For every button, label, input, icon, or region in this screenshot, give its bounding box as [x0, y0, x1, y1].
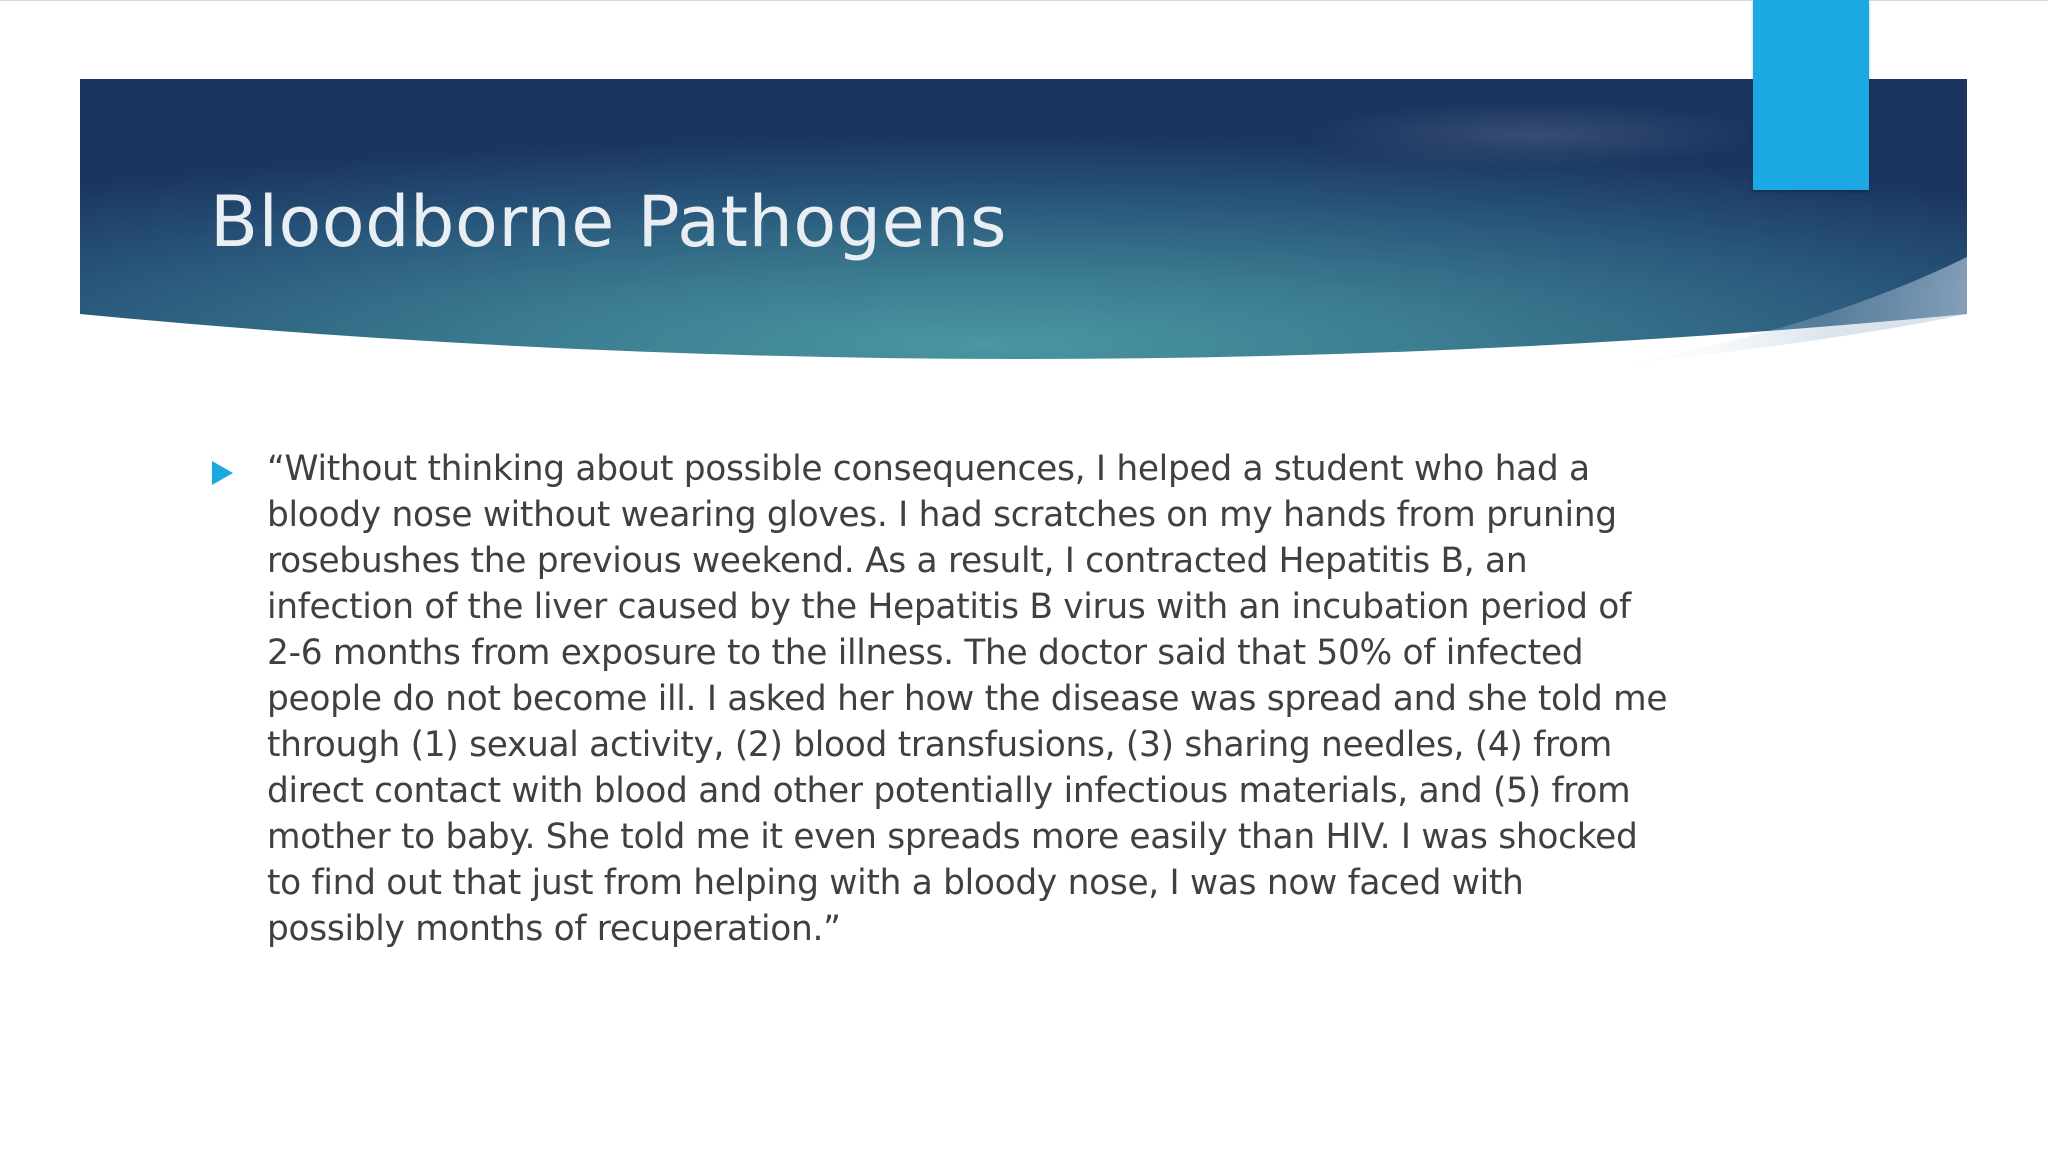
accent-tab	[1753, 0, 1869, 190]
top-edge-line	[0, 0, 2048, 1]
bullet-text: “Without thinking about possible consequences, I helped a student who had a bloody nose without wearing gloves. I had scratches on my hands from pruning rosebushes the previous weekend. As a result, I contracted Hepatitis B, an infection of the liver caused by the Hepatitis B virus with an incubation period of 2-6 months from exposure to the illness. The doctor said that 50% of infected people do not become ill. I asked her how the disease was spread and she told me through (1) sexual activity, (2) blood transfusions, (3) sharing needles, (4) from direct contact with blood and other potentially infectious materials, and (5) from mother to baby. She told me it even spreads more easily than HIV. I was shocked to find out that just from helping with a bloody nose, I was now faced with possibly months of recuperation.”	[267, 449, 1668, 949]
slide-content	[210, 446, 1670, 952]
triangle-right-icon	[212, 461, 233, 485]
slide-title: Bloodborne Pathogens	[210, 181, 1007, 263]
bullet-item	[210, 446, 1670, 952]
